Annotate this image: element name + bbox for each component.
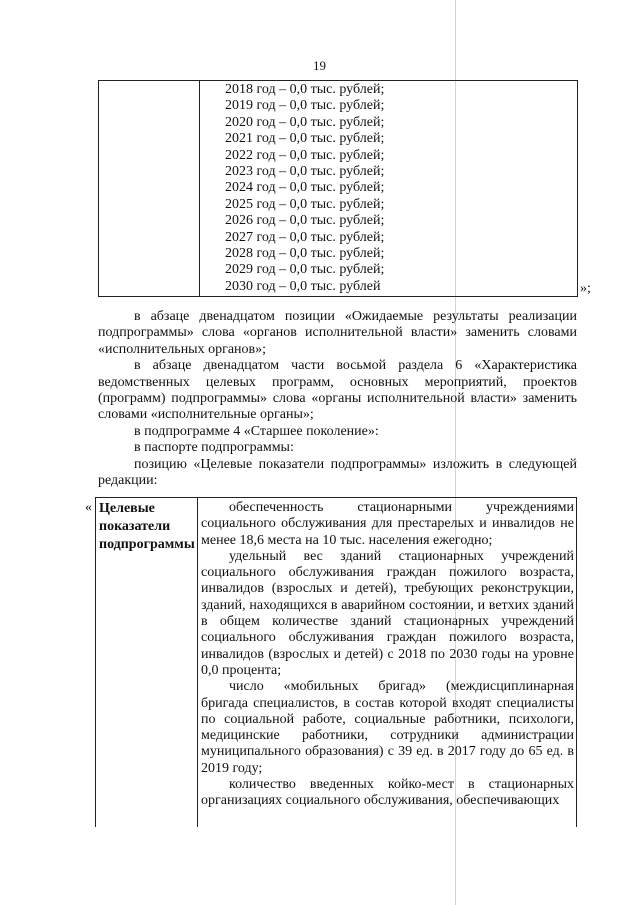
funding-year-line: 2021 год – 0,0 тыс. рублей;: [225, 131, 385, 147]
funding-year-line: 2028 год – 0,0 тыс. рублей;: [225, 246, 385, 262]
funding-year-line: 2023 год – 0,0 тыс. рублей;: [225, 164, 385, 180]
funding-years-list: [225, 82, 384, 295]
indicators-label-line: Целевые: [99, 501, 155, 516]
target-indicators-table: [95, 497, 577, 827]
funding-year-line: 2025 год – 0,0 тыс. рублей;: [225, 196, 385, 212]
paragraph: в абзаце двенадцатом части восьмой раздела 6 «Характеристика ведомственных целевых программ, основных мероприятий, проектов (программ) подпрограммы» слова «органы исполнительной власти» заменить словами «исполнительные органы»;: [98, 358, 577, 423]
funding-year-line: 2020 год – 0,0 тыс. рублей;: [225, 114, 385, 130]
page-number: 19: [313, 58, 326, 73]
indicator-item: обеспеченность стационарными учреждениями социального обслуживания для престарелых и инвалидов не менее 18,6 места на 10 тыс. населения ежегодно;: [201, 500, 574, 548]
paragraph: в паспорте подпрограммы:: [134, 440, 294, 456]
funding-year-line: 2018 год – 0,0 тыс. рублей;: [225, 82, 385, 97]
funding-year-line: 2024 год – 0,0 тыс. рублей;: [225, 180, 385, 196]
indicator-item: количество введенных койко-мест в стационарных организациях социального обслуживания, обеспечивающих: [201, 777, 574, 809]
table-column-divider: [197, 498, 198, 827]
funding-year-line: 2029 год – 0,0 тыс. рублей;: [225, 262, 385, 278]
indicators-label: [99, 500, 195, 554]
funding-year-line: 2030 год – 0,0 тыс. рублей: [225, 278, 381, 294]
paragraph: в абзаце двенадцатом позиции «Ожидаемые результаты реализации подпрограммы» слова «органов исполнительной власти» заменить словами «исполнительных органов»;: [98, 309, 577, 357]
paragraph: в подпрограмме 4 «Старшее поколение»:: [134, 423, 379, 439]
indicator-item: число «мобильных бригад» (междисциплинарная бригада специалистов, в состав которой входят специалисты по социальной работе, социальные работники, психологи, медицинские работники, сотрудники администрации муниципального образования) с 39 ед. в 2017 году до 65 ед. в 2019 году;: [201, 679, 574, 776]
funding-year-line: 2027 год – 0,0 тыс. рублей;: [225, 229, 385, 245]
indicators-label-line: подпрограммы: [99, 537, 195, 552]
indicator-item: удельный вес зданий стационарных учреждений социального обслуживания граждан пожилого возраста, инвалидов (взрослых и детей), требующих реконструкции, зданий, находящихся в аварийном состоянии, и ветхих зданий в общем количестве зданий стационарных учреждений социального обслуживания граждан пожилого возраста, инвалидов (взрослых и детей) с 2018 по 2030 годы на уровне 0,0 процента;: [201, 548, 574, 678]
funding-year-line: 2019 год – 0,0 тыс. рублей;: [225, 98, 385, 114]
table-opening-quote: «: [85, 500, 92, 515]
funding-table-continuation: [98, 80, 578, 297]
table-closing-quote: »;: [580, 281, 591, 296]
funding-year-line: 2022 год – 0,0 тыс. рублей;: [225, 147, 385, 163]
body-text: [98, 309, 577, 489]
paragraph: позицию «Целевые показатели подпрограммы» изложить в следующей редакции:: [98, 456, 577, 489]
indicators-label-line: показатели: [99, 519, 171, 534]
indicators-list: [201, 500, 574, 810]
funding-year-line: 2026 год – 0,0 тыс. рублей;: [225, 213, 385, 229]
table-column-divider: [199, 81, 200, 296]
